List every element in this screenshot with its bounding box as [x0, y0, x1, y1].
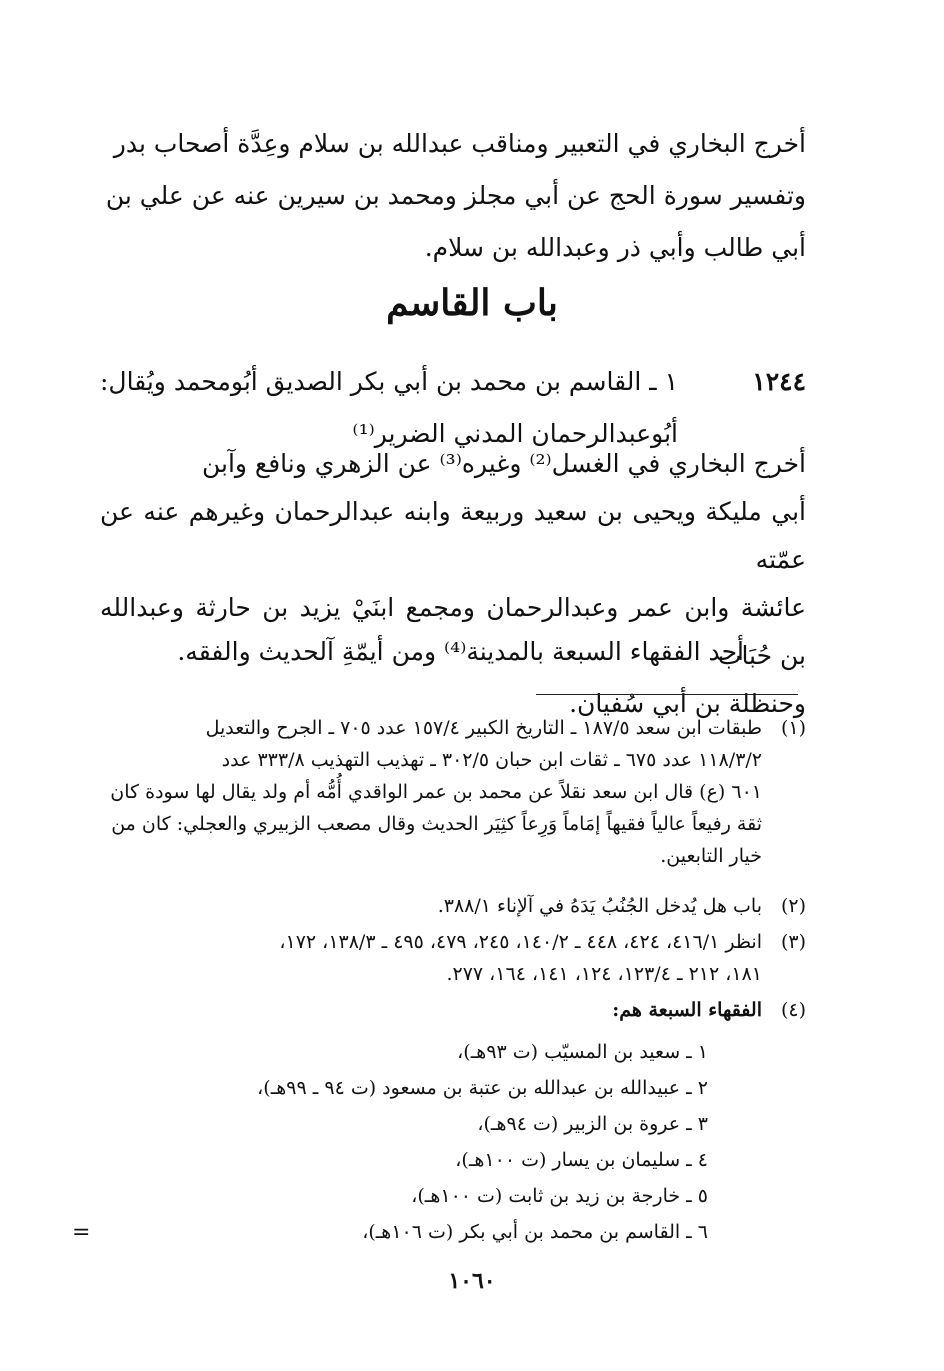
footnote-label: (٤) — [780, 999, 806, 1021]
text-line: أبي طالب وأبي ذر وعبدالله بن سلام. — [424, 233, 806, 262]
footnote-line: ١٨١، ٢١٢ ـ ١٢٣/٤، ١٢٤، ١٤١، ١٦٤، ٢٧٧. — [446, 963, 762, 985]
page-number: ١٠٦٠ — [448, 1268, 496, 1294]
list-item: ٤ ـ سليمان بن يسار (ت ١٠٠هـ)، — [455, 1149, 708, 1171]
footnote-3 — [100, 926, 806, 990]
list-item: ٦ ـ القاسم بن محمد بن أبي بكر (ت ١٠٦هـ)، — [362, 1221, 708, 1243]
footnote-1 — [100, 712, 806, 872]
footnote-label: (١) — [780, 717, 806, 739]
footnote-line: طبقات ابن سعد ١٨٧/٥ ـ التاريخ الكبير ١٥٧/٤ عدد ٧٠٥ ـ الجرح والتعديل — [205, 717, 762, 739]
footnote-label: (٣) — [780, 931, 806, 953]
entry-number: ١٢٤٤ — [752, 367, 806, 396]
footnote-line: باب هل يُدخل الجُنُبُ يَدَهُ في آلإناء ٣٨٨/١. — [437, 895, 762, 917]
text-line: وتفسير سورة الحج عن أبي مجلز ومحمد بن سيرين عنه عن علي بن — [105, 181, 806, 210]
footnote-line: ١١٨/٣/٢ عدد ٦٧٥ ـ ثقات ابن حبان ٣٠٢/٥ ـ تهذيب التهذيب ٣٣٣/٨ عدد — [221, 749, 762, 771]
footnote-separator — [536, 694, 798, 695]
footnote-line: ٦٠١ (ع) قال ابن سعد نقلاً عن محمد بن عمر الواقدي أُمُّه أم ولد يقال لها سودة كان — [110, 781, 762, 803]
footnote-line: خيار التابعين. — [660, 845, 762, 867]
paragraph-bukhari-1 — [100, 118, 806, 274]
footnote-2 — [100, 890, 806, 922]
text-line: أخرج البخاري في الغسل⁽²⁾ وغيره⁽³⁾ عن الزهري ونافع وآبن — [201, 449, 806, 478]
footnote-label: (٢) — [780, 895, 806, 917]
text-line: عائشة وابن عمر وعبدالرحمان ومجمع ابنَيْ يزيد بن حارثة وعبدالله بن حُبَاب — [100, 593, 806, 670]
text-line: أخرج البخاري في التعبير ومناقب عبدالله بن سلام وعِدَّة أصحاب بدر — [113, 129, 806, 158]
list-item: ١ ـ سعيد بن المسيّب (ت ٩٣هـ)، — [457, 1041, 708, 1063]
text-line: وحنظلة بن أبي سُفيان. — [569, 689, 806, 718]
footnote-line: ثقة رفيعاً عالياً فقيهاً إمَاماً وَرِعاً كثِيَر الحديث وقال مصعب الزبيري والعجلي: كان من — [111, 813, 762, 835]
footnote-line: انظر ٤١٦/١، ٤٢٤، ٤٤٨ ـ ١٤٠/٢، ٢٤٥، ٤٧٩، ٤٩٥ ـ ١٣٨/٣، ١٧٢، — [279, 931, 762, 953]
section-title: باب القاسم — [386, 282, 558, 324]
fuqaha-list — [257, 1034, 708, 1250]
continuation-mark: = — [72, 1220, 91, 1245]
paragraph-bukhari-2 — [100, 440, 806, 728]
entry-heading-line-2: أبُوعبدالرحمان المدني الضرير⁽¹⁾ — [352, 419, 678, 448]
list-item: ٥ ـ خارجة بن زيد بن ثابت (ت ١٠٠هـ)، — [411, 1185, 708, 1207]
footnote-line: الفقهاء السبعة هم: — [612, 999, 762, 1021]
list-item: ٢ ـ عبيدالله بن عبدالله بن عتبة بن مسعود (ت ٩٤ ـ ٩٩هـ)، — [257, 1077, 708, 1099]
entry-heading-line-1: ١ ـ القاسم بن محمد بن أبي بكر الصديق أبُومحمد ويُقال: — [99, 367, 678, 396]
paragraph-fuqaha: أحد الفقهاء السبعة بالمدينة⁽⁴⁾ ومن أيمّةِ آلحديث والفقه. — [177, 637, 744, 666]
text-line: أبي مليكة ويحيى بن سعيد وربيعة وابنه عبدالرحمان وغيرهم عنه عن عمّته — [100, 497, 806, 574]
footnote-4 — [100, 994, 806, 1026]
list-item: ٣ ـ عروة بن الزبير (ت ٩٤هـ)، — [477, 1113, 708, 1135]
